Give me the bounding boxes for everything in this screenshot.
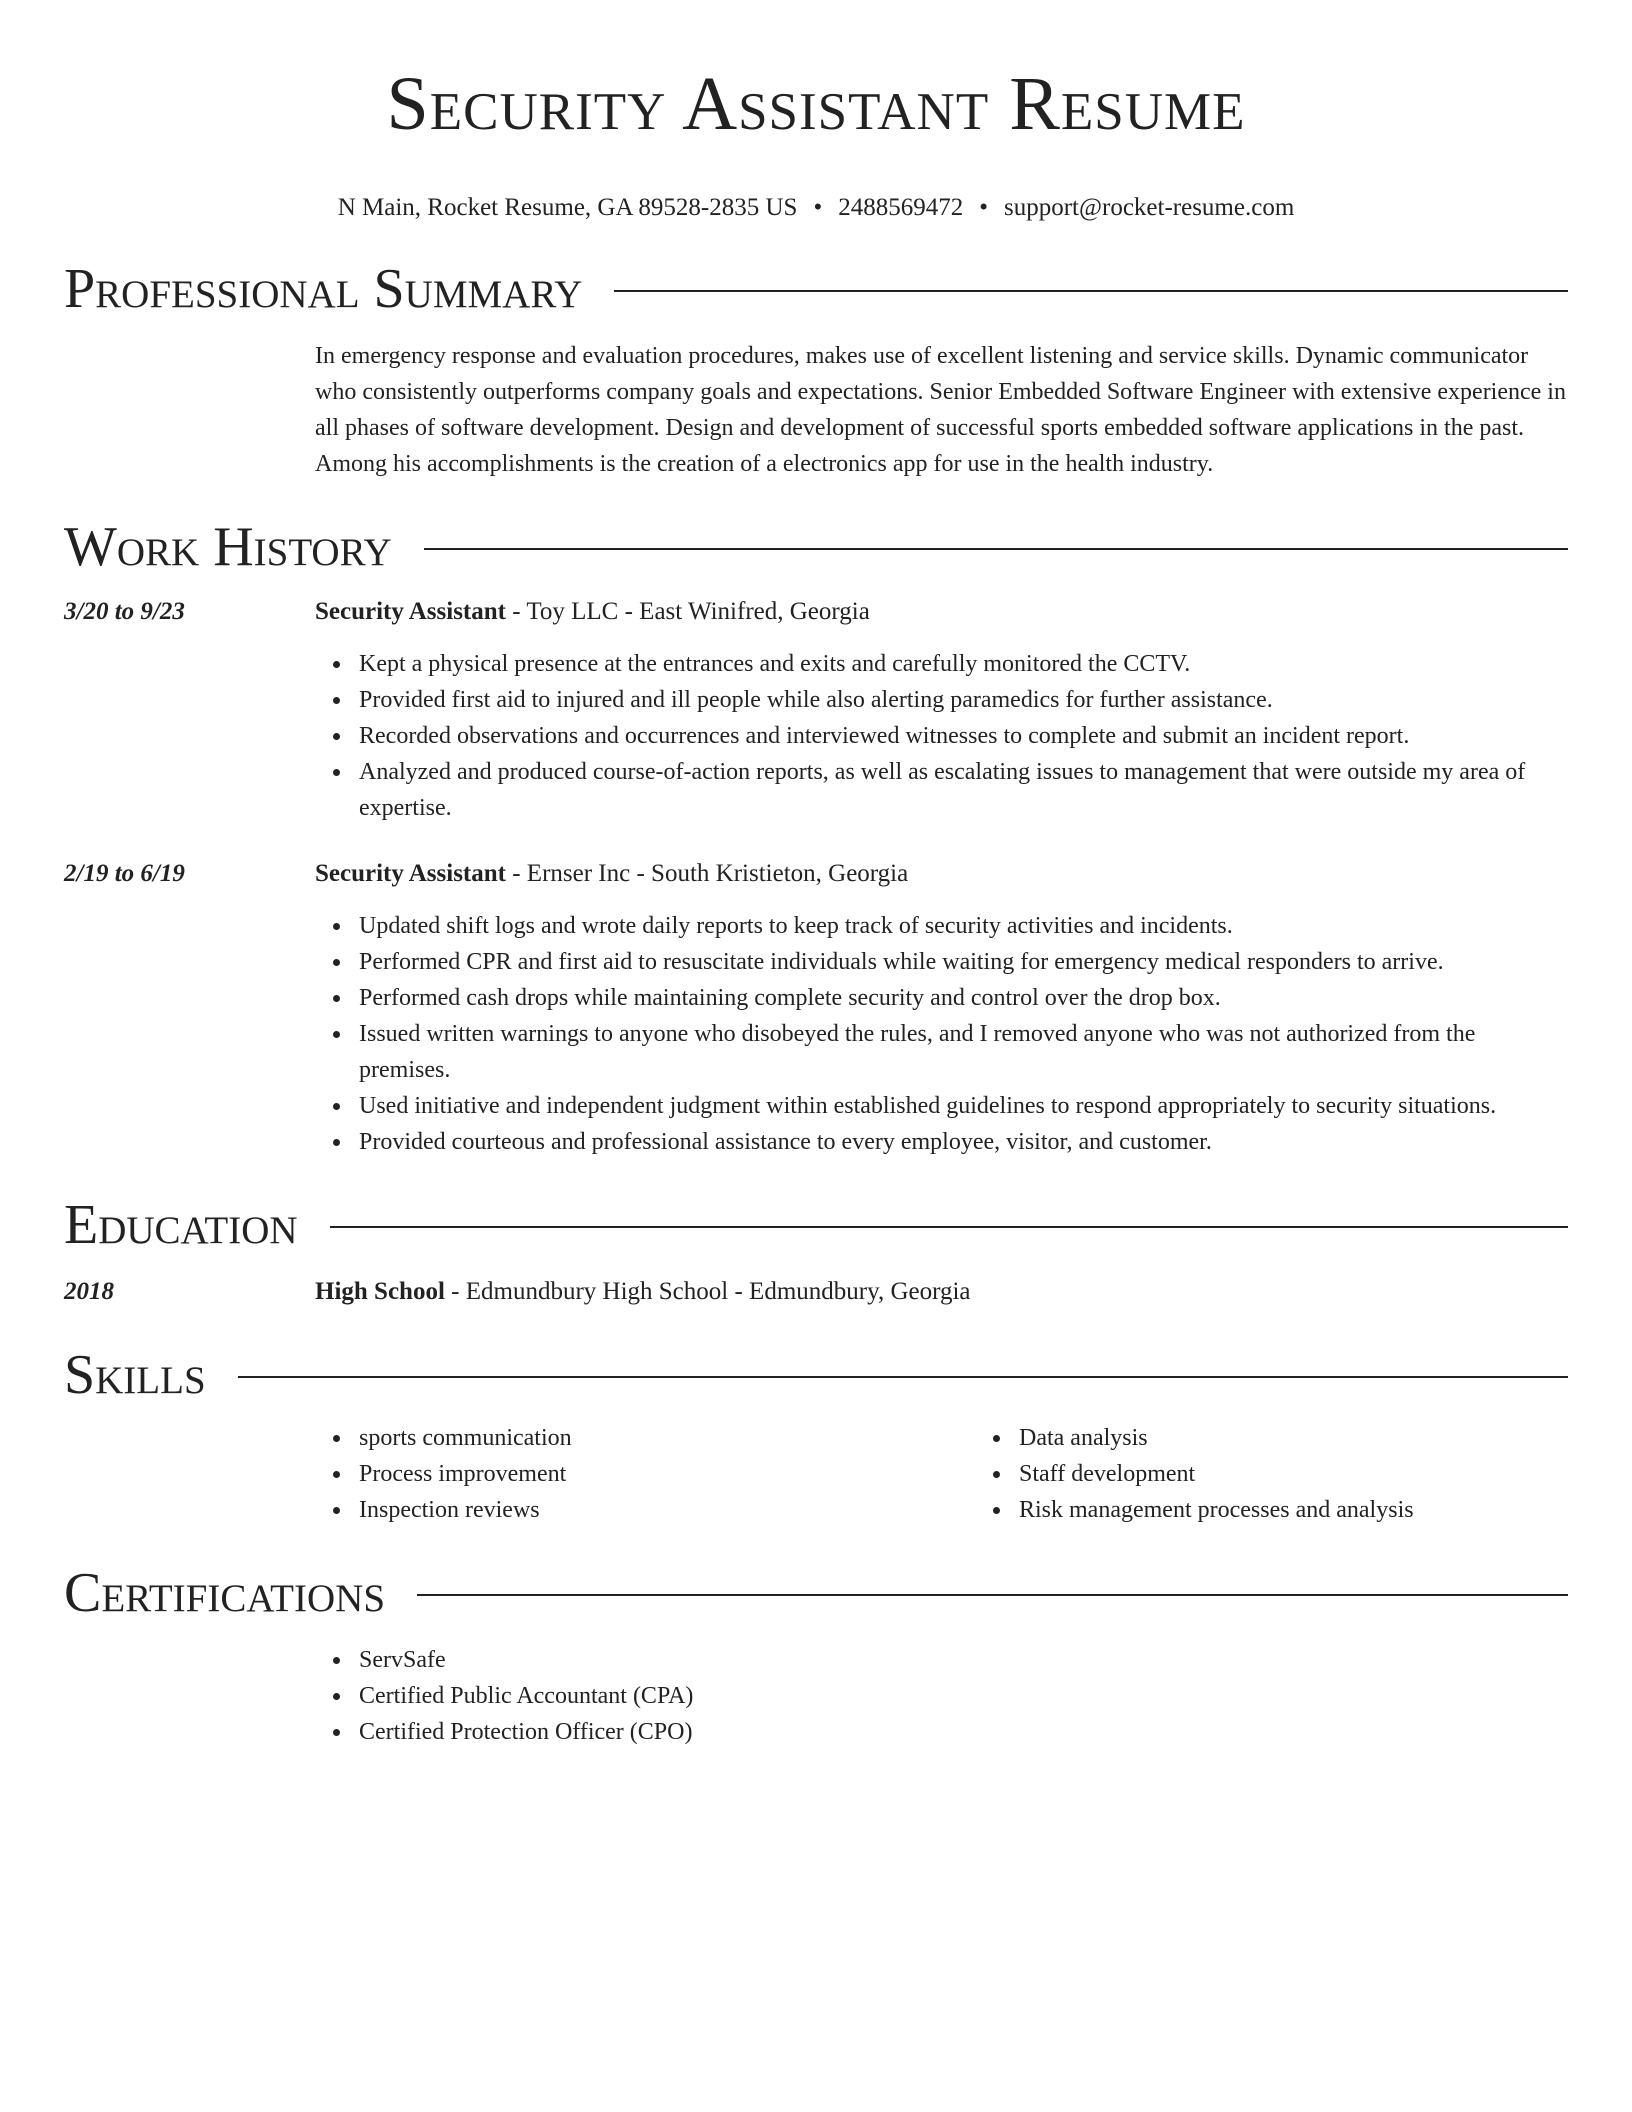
summary-heading: Professional Summary [64,258,583,320]
job-employer: - Ernser Inc - South Kristieton, Georgia [505,860,909,887]
list-item: Used initiative and independent judgment within established guidelines to respond appropriately to security situations. [359,1088,1568,1124]
education-year: 2018 [64,1278,114,1305]
section-divider [614,290,1568,292]
list-item: Kept a physical presence at the entrances and exits and carefully monitored the CCTV. [359,646,1568,682]
job-bullets [315,646,1568,826]
list-item: Performed cash drops while maintaining complete security and control over the drop box. [359,980,1568,1016]
job-dates: 3/20 to 9/23 [64,598,185,625]
job-title-line [315,594,1568,630]
certifications-section-header [64,1560,1568,1626]
job-title: Security Assistant [315,598,506,625]
list-item: Performed CPR and first aid to resuscitate individuals while waiting for emergency medical responders to arrive. [359,944,1568,980]
list-item: Recorded observations and occurrences and interviewed witnesses to complete and submit an incident report. [359,718,1568,754]
job-bullets [315,908,1568,1160]
education-school: - Edmundbury High School - Edmundbury, Georgia [444,1278,971,1305]
skills-list-right [975,1420,1632,1528]
education-section-header [64,1192,1568,1258]
skills-heading: Skills [64,1344,206,1406]
skills-list-left [315,1420,975,1528]
section-divider [424,548,1568,550]
section-divider [238,1376,1568,1378]
summary-row [64,338,1568,482]
list-item: ServSafe [359,1642,1568,1678]
skills-spacer [64,1408,315,1528]
summary-section-header [64,256,1568,322]
list-item: Provided first aid to injured and ill people while also alerting paramedics for further assistance. [359,682,1568,718]
list-item: Issued written warnings to anyone who disobeyed the rules, and I removed anyone who was not authorized from the premises. [359,1016,1568,1088]
skills-row [64,1408,1568,1528]
work-heading: Work History [64,516,392,578]
list-item: Staff development [1019,1456,1632,1492]
list-item: Inspection reviews [359,1492,975,1528]
education-entry [64,1274,1568,1310]
certifications-spacer [64,1626,315,1750]
work-section-header [64,514,1568,580]
job-title-line [315,856,1568,892]
skills-section-header [64,1342,1568,1408]
job-employer: - Toy LLC - East Winifred, Georgia [505,598,870,625]
job-title: Security Assistant [315,860,506,887]
list-item: Process improvement [359,1456,975,1492]
certifications-row [64,1626,1568,1750]
education-degree: High School [315,1278,445,1305]
list-item: Risk management processes and analysis [1019,1492,1632,1528]
job-entry [64,856,1568,1160]
job-dates: 2/19 to 6/19 [64,860,185,887]
contact-email[interactable]: support@rocket-resume.com [1003,194,1295,221]
section-divider [330,1226,1568,1228]
certifications-list [315,1642,1568,1750]
summary-spacer [64,338,315,482]
list-item: Analyzed and produced course-of-action reports, as well as escalating issues to management that were outside my area of expertise. [359,754,1568,826]
skills-grid [315,1420,1632,1528]
education-line [315,1274,1568,1310]
list-item: Updated shift logs and wrote daily reports to keep track of security activities and incidents. [359,908,1568,944]
section-divider [417,1594,1568,1596]
job-entry [64,594,1568,826]
resume-title: Security Assistant Resume [386,62,1246,146]
contact-separator: • [813,194,823,221]
summary-text: In emergency response and evaluation procedures, makes use of excellent listening and service skills. Dynamic communicator who consistently outperforms company goals and expectations. Senior Embedded Software Engineer with extensive experience in all phases of software development. Design and development of successful sports embedded software applications in the past. Among his accomplishments is the creation of a electronics app for use in the health industry. [315,343,1566,477]
contact-line [64,192,1568,224]
education-heading: Education [64,1194,298,1256]
list-item: Provided courteous and professional assistance to every employee, visitor, and customer. [359,1124,1568,1160]
contact-separator: • [979,194,988,221]
certifications-heading: Certifications [64,1562,386,1624]
list-item: Data analysis [1019,1420,1632,1456]
list-item: Certified Public Accountant (CPA) [359,1678,1568,1714]
contact-phone: 2488569472 [838,194,964,221]
list-item: sports communication [359,1420,975,1456]
contact-address: N Main, Rocket Resume, GA 89528-2835 US [337,194,798,221]
list-item: Certified Protection Officer (CPO) [359,1714,1568,1750]
